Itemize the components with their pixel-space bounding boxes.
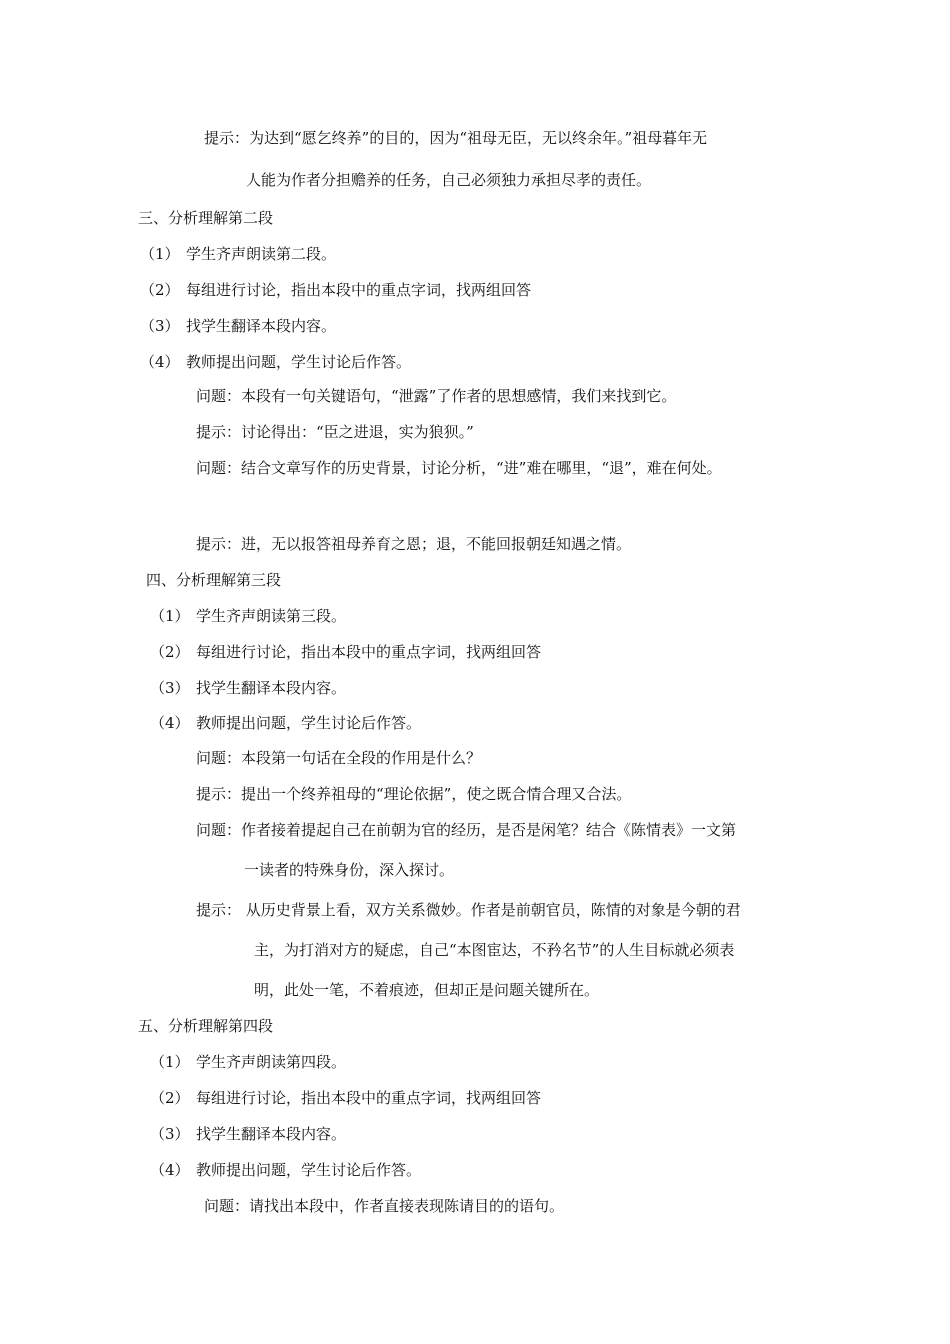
list-item-text: 学生齐声朗读第三段。 xyxy=(196,607,347,625)
question-line: 问题：请找出本段中，作者直接表现陈请目的的语句。 xyxy=(204,1197,565,1215)
list-item-number: （1） xyxy=(140,245,180,263)
list-item xyxy=(150,1088,541,1108)
list-item-number: （1） xyxy=(150,607,190,625)
question-line: 问题：作者接着提起自己在前朝为官的经历，是否是闲笔？结合《陈情表》一文第 xyxy=(196,821,737,839)
list-item-number: （1） xyxy=(150,1053,190,1071)
list-item xyxy=(150,713,421,733)
list-item xyxy=(140,244,336,264)
list-item-text: 每组进行讨论，指出本段中的重点字词，找两组回答 xyxy=(196,643,542,661)
list-item-number: （4） xyxy=(150,714,190,732)
list-item-number: （2） xyxy=(140,281,180,299)
list-item-text: 学生齐声朗读第二段。 xyxy=(186,245,337,263)
list-item-text: 教师提出问题，学生讨论后作答。 xyxy=(186,353,412,371)
list-item xyxy=(150,1124,346,1144)
hint-line-continued: 明，此处一笔，不着痕迹，但却正是问题关键所在。 xyxy=(254,981,600,999)
list-item xyxy=(150,678,346,698)
question-line: 问题：本段有一句关键语句，“泄露”了作者的思想感情，我们来找到它。 xyxy=(196,387,677,405)
list-item-text: 每组进行讨论，指出本段中的重点字词，找两组回答 xyxy=(186,281,532,299)
list-item-text: 每组进行讨论，指出本段中的重点字词，找两组回答 xyxy=(196,1089,542,1107)
list-item xyxy=(150,1160,421,1180)
list-item xyxy=(140,352,411,372)
hint-line: 提示：进，无以报答祖母养育之恩；退，不能回报朝廷知遇之情。 xyxy=(196,535,632,553)
question-line: 问题：结合文章写作的历史背景，讨论分析，“进”难在哪里，“退”，难在何处。 xyxy=(196,459,722,477)
list-item xyxy=(140,280,531,300)
hint-line: 提示：提出一个终养祖母的“理论依据”，使之既合情合理又合法。 xyxy=(196,785,632,803)
hint-line: 提示：为达到“愿乞终养”的目的，因为“祖母无臣，无以终余年。”祖母暮年无 xyxy=(204,129,708,147)
section-heading: 五、分析理解第四段 xyxy=(138,1017,274,1035)
list-item-number: （4） xyxy=(150,1161,190,1179)
list-item-number: （2） xyxy=(150,643,190,661)
list-item-text: 找学生翻译本段内容。 xyxy=(196,1125,347,1143)
list-item-number: （3） xyxy=(150,679,190,697)
list-item-text: 找学生翻译本段内容。 xyxy=(196,679,347,697)
hint-line-continued: 人能为作者分担赡养的任务，自己必须独力承担尽孝的责任。 xyxy=(246,171,652,189)
hint-line-continued: 主，为打消对方的疑虑，自己“本图宦达，不矜名节”的人生目标就必须表 xyxy=(254,941,735,959)
hint-line: 提示： 从历史背景上看，双方关系微妙。作者是前朝官员，陈情的对象是今朝的君 xyxy=(196,901,741,919)
list-item-number: （2） xyxy=(150,1089,190,1107)
question-line: 问题：本段第一句话在全段的作用是什么？ xyxy=(196,749,482,767)
list-item-text: 找学生翻译本段内容。 xyxy=(186,317,337,335)
question-line-continued: 一读者的特殊身份，深入探讨。 xyxy=(244,861,455,879)
section-heading: 三、分析理解第二段 xyxy=(138,209,274,227)
list-item xyxy=(150,642,541,662)
list-item xyxy=(140,316,336,336)
list-item-number: （3） xyxy=(150,1125,190,1143)
section-heading: 四、分析理解第三段 xyxy=(146,571,282,589)
list-item-text: 教师提出问题，学生讨论后作答。 xyxy=(196,1161,422,1179)
list-item-number: （3） xyxy=(140,317,180,335)
list-item xyxy=(150,606,346,626)
list-item-text: 学生齐声朗读第四段。 xyxy=(196,1053,347,1071)
list-item-number: （4） xyxy=(140,353,180,371)
list-item xyxy=(150,1052,346,1072)
list-item-text: 教师提出问题，学生讨论后作答。 xyxy=(196,714,422,732)
hint-line: 提示：讨论得出：“臣之进退，实为狼狈。” xyxy=(196,423,474,441)
